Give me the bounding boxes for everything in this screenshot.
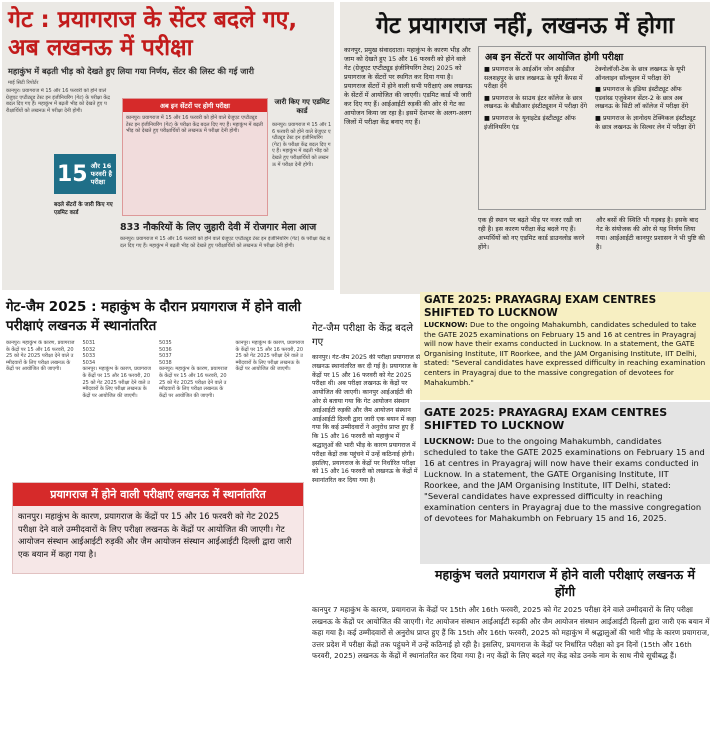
clip5-body-text: Due to the ongoing Mahakumbh, candidates scheduled to take the GATE 2025 examinations on February 15 and 16 at centres in Prayagraj will now have their exams conducted in Lucknow. In a statement, the GATE Organising Institute, IIT Roorkee, and the JAM Organising Institute, IIT Delhi, stated: "Several candidates have expressed difficulty in reaching examination centers in Prayagraj due to the massive congregation of devotees for Mahakumbh." <box>424 320 706 387</box>
clip1-headline: गेट : प्रयागराज के सेंटर बदले गए, अब लखनऊ में परीक्षा <box>8 7 298 61</box>
clip3-col-text: कानपुर। महाकुंभ के कारण, प्रयागराज के केंद्रों पर 15 और 16 फरवरी, 2025 को गेट 2025 परीक्षा देने वाले उम्मीदवारों के लिए परीक्षा लखनऊ के केंद्रों पर आयोजित की जाएगी। <box>159 366 228 399</box>
clip1-body-text: कानपुर। प्रयागराज में 15 और 16 फरवरी को होने वाले ग्रेजुएट एप्टीट्यूड टेस्ट इन इंजीनियरिंग (गेट) के परीक्षा केंद्र बदल दिए गए हैं। महाकुंभ में बढ़ती भीड़ को देखते हुए परीक्षार्थियों को लखनऊ में परीक्षा देनी होगी। <box>6 88 110 114</box>
clip3-code: 5037 <box>159 353 172 360</box>
clip3-code: 5035 <box>159 340 172 346</box>
clip-english-grey <box>420 402 710 564</box>
clip1-bottom-text: कानपुर। प्रयागराज में 15 और 16 फरवरी को होने वाले ग्रेजुएट एप्टीट्यूड टेस्ट इन इंजीनियरिंग (गेट) के परीक्षा केंद्र बदल दिए गए हैं। महाकुंभ में बढ़ती भीड़ को देखते हुए परीक्षार्थियों को लखनऊ में परीक्षा देनी होगी। <box>120 236 331 249</box>
clip5-lead: LUCKNOW: <box>424 320 468 329</box>
clip1-date-badge <box>54 154 116 194</box>
clip2-lower-right <box>596 216 706 290</box>
clip-english-yellow <box>420 292 710 400</box>
clip3-code: 5031 <box>82 340 96 346</box>
clip2-centres-box <box>478 46 706 210</box>
clip7-body: कानपुर 7 महाकुंभ के कारण, प्रयागराज के केंद्रों पर 15th और 16th फरवरी, 2025 को गेट 2025 परीक्षा देने वाले उम्मीदवारों के लिए परीक्षा लखनऊ के केंद्रों पर आयोजित की जाएगी। गेट आयोजन संस्थान आईआईटी रुड़की और जैम आयोजन संस्थान आईआईटी दिल्ली द्वारा जारी एक बयान में कहा गया है। कई उम्मीदवारों से अनुरोध प्राप्त हुए हैं कि 15th और 16th फरवरी, 2025 को महाकुंभ में श्रद्धालुओं की भारी भीड़ के कारण प्रयागराज, उत्तर प्रदेश में परीक्षा केंद्रों तक पहुंचने में उन्हें कठिनाई हो रही है। इसलिए, प्रयागराज के केंद्रों पर निर्धारित परीक्षा को इन दिनों (15th और 16th फरवरी, 2025) लखनऊ के केंद्रों में स्थानांतरित कर दिया गया है। नए केंद्रों के लिए बदले गए केंद्र कोड उनके नाम के साथ नीचे सूचीबद्ध हैं। <box>312 605 710 661</box>
clip2-lower-mid-text: एक ही स्थान पर बढ़ते भीड़ पर नजर रखी जा रही है। इस कारण परीक्षा केंद्र बदले गए हैं। अभ्यर्थियों को नए एडमिट कार्ड डाउनलोड करने होंगे। <box>478 216 585 251</box>
clip3-code: 5038 <box>159 359 172 366</box>
clip3-col-text: कानपुर। महाकुंभ के कारण, प्रयागराज के केंद्रों पर 15 और 16 फरवरी, 2025 को गेट 2025 परीक्षा देने वाले उम्मीदवारों के लिए परीक्षा लखनऊ के केंद्रों पर आयोजित की जाएगी। <box>82 366 151 399</box>
clip6-lead: LUCKNOW: <box>424 436 475 446</box>
clip2-box-item-text: प्रयागराज के आईऑन जोन आईडीज सलशहपुर के छात्र लखनऊ के यूपी कैंपस में परीक्षा देंगे <box>484 66 583 91</box>
clip1-badge-text: और 16 फरवरी है परीक्षा <box>90 162 112 186</box>
clip-hindustan <box>340 2 710 294</box>
clip1-badge-number: 15 <box>57 161 88 187</box>
clip3-col-2 <box>83 340 154 470</box>
clip3-callout-body: कानपुर। महाकुंभ के कारण, प्रयागराज के केंद्रों पर 15 और 16 फरवरी को गेट 2025 परीक्षा देने वाले उम्मीदवारों के लिए परीक्षा लखनऊ के केंद्रों पर आयोजित की जाएगी। गेट आयोजन संस्थान आईआईटी रुड़की और जैम आयोजन संस्थान आईआईटी दिल्ली द्वारा जारी एक बयान में कहा गया है। <box>18 511 292 559</box>
clip3-col-text: कानपुर। महाकुंभ के कारण, प्रयागराज के केंद्रों पर 15 और 16 फरवरी, 2025 को गेट 2025 परीक्षा देने वाले उम्मीदवारों के लिए परीक्षा लखनऊ के केंद्रों पर आयोजित की जाएगी। <box>6 340 75 373</box>
clip3-col-3 <box>159 340 230 470</box>
clip-gate-jam-left <box>2 296 308 580</box>
clip2-box-item-text: प्रयागराज के यूनाइटेड इंस्टीट्यूट ऑफ इंजीनियरिंग एंड <box>484 114 576 131</box>
clip-gate-jam-centres <box>310 322 422 570</box>
clip2-box-item-text: प्रयागराज के इंडिया इंस्टीट्यूट ऑफ एडवांस्ड एजुकेशन सेंटर-2 के छात्र अब लखनऊ के सिटी लॉ कॉलेज में परीक्षा देंगे <box>595 86 689 111</box>
clip2-box-list-left <box>484 66 589 132</box>
clip1-bottom-body <box>120 236 332 288</box>
clip2-lower-right-text: और बसों की स्थिति भी गड़बड़ है। इसके बाद गेट के संयोजक की ओर से यह निर्णय लिया गया। आईआईटी कानपुर प्रशासन ने भी पुष्टि की है। <box>596 216 705 251</box>
clip2-box-item: ■ प्रयागराज के आईऑन जोन आईडीज सलशहपुर के छात्र लखनऊ के यूपी कैंपस में परीक्षा देंगे <box>484 66 583 91</box>
clip2-box-item: ■ प्रयागराज के साउथ इंटर कॉलेज के छात्र लखनऊ के बीडीआर इंस्टीट्यूशन में परीक्षा देंगे <box>484 94 588 111</box>
clip2-headline: गेट प्रयागराज नहीं, लखनऊ में होगा <box>375 13 675 39</box>
clip6-body-text: Due to the ongoing Mahakumbh, candidates scheduled to take the GATE 2025 examinations on February 15 and 16 at centres in Prayagraj will now have their exams conducted in Lucknow. In a statement, the GATE Organising Institute, IIT Roorkee, and the JAM Organising Institute, IIT Delhi, stated: "Several candidates have expressed difficulty in reaching examination centers in Prayagraj due to the massive congregation of devotees for Mahakumbh on February 15 and 16, 2025. <box>424 436 705 523</box>
clip6-body <box>424 436 706 524</box>
clip1-centres-box <box>122 98 268 216</box>
clip2-body-left <box>344 46 474 216</box>
clip2-box-item-text: प्रयागराज के ज्ञानोदय टेक्निकल इंस्टीट्यूट के छात्र लखनऊ के सिल्वर लेन में परीक्षा देंगे <box>595 114 696 131</box>
clip2-box-item-text: प्रयागराज के साउथ इंटर कॉलेज के छात्र लखनऊ के बीडीआर इंस्टीट्यूशन में परीक्षा देंगे <box>484 94 588 111</box>
clip1-side-title: जारी किए गए एडमिट कार्ड <box>274 98 330 115</box>
clip2-box-title: अब इन सेंटरों पर आयोजित होगी परीक्षा <box>485 52 624 63</box>
clip2-box-item: ■ प्रयागराज के ज्ञानोदय टेक्निकल इंस्टीट्यूट के छात्र लखनऊ के सिल्वर लेन में परीक्षा देंगे <box>595 114 696 131</box>
clip3-columns <box>6 340 306 470</box>
clip3-col-text: कानपुर। महाकुंभ के कारण, प्रयागराज के केंद्रों पर 15 और 16 फरवरी, 2025 को गेट 2025 परीक्षा देने वाले उम्मीदवारों के लिए परीक्षा लखनऊ के केंद्रों पर आयोजित की जाएगी। <box>235 340 304 373</box>
clip3-headline: गेट-जैम 2025 : महाकुंभ के दौरान प्रयागराज में होने वाली परीक्षाएं लखनऊ में स्थानांतरित <box>6 299 302 334</box>
clip1-byline: माई सिटी रिपोर्टर <box>8 80 39 86</box>
clip1-box-title: अब इन सेंटरों पर होगी परीक्षा <box>123 99 267 112</box>
clip4-body: कानपुर। गेट-जैम 2025 की परीक्षा प्रयागराज से लखनऊ स्थानांतरित कर दी गई है। प्रयागराज के केंद्रों पर 15 और 16 फरवरी को गेट 2025 परीक्षा थी। अब परीक्षा लखनऊ के केंद्रों पर आयोजित की जाएगी। कानपुर आईआईटी की ओर से बताया गया कि गेट आयोजन संस्थान आईआईटी रुड़की और जैम आयोजन संस्थान आईआईटी दिल्ली द्वारा जारी एक बयान में कहा गया कि कई उम्मीदवारों ने अनुरोध प्राप्त हुए हैं कि 15 और 16 फरवरी को महाकुंभ में श्रद्धालुओं की भारी भीड़ के कारण प्रयागराज में परीक्षा केंद्रों तक पहुंचने में उन्हें कठिनाई होगी। इसलिए, प्रयागराज के केंद्रों पर निर्धारित परीक्षा को 15 और 16 फरवरी को लखनऊ के केंद्रों में स्थानांतरित कर दिया गया है। <box>312 354 420 485</box>
clip3-col-4 <box>236 340 307 470</box>
clip7-body-wrap <box>308 600 712 730</box>
clip6-headline: GATE 2025: PRAYAGRAJ EXAM CENTRES SHIFTED TO LUCKNOW <box>424 406 668 432</box>
clip-amar-ujala <box>2 2 334 290</box>
clip3-col-1 <box>6 340 77 470</box>
clip3-code: 5033 <box>82 353 96 360</box>
clip2-box-item: ■ प्रयागराज के यूनाइटेड इंस्टीट्यूट ऑफ इंजीनियरिंग एंड <box>484 114 576 131</box>
clip1-box-body <box>123 112 267 212</box>
clip1-subhead: महाकुंभ में बढ़ती भीड़ को देखते हुए लिया गया निर्णय, सेंटर की लिस्ट की गई जारी <box>8 66 254 76</box>
clip2-lower-mid <box>478 216 590 290</box>
clip1-side-body <box>272 122 332 212</box>
clip7-headline: महाकुंभ चलते प्रयागराज में होने वाली परीक्षाएं लखनऊ में होंगी <box>434 567 696 599</box>
clip2-body-mid-text: आईआईटी रुड़की की ओर से गेट का आयोजन किया जा रहा है। इसमें देशभर के अलग-अलग जिलों में परीक्षा केंद्र बनाए गए हैं। <box>344 100 472 126</box>
clip2-box-item <box>595 66 700 83</box>
clip2-box-item-text: टेक्नोलॉजी-टेक के छात्र लखनऊ के यूपी ऑनलाइन सॉल्यूशन में परीक्षा देंगे <box>595 66 686 82</box>
clip1-bottom-headline: 833 नौकरियों के लिए जुहारी देवी में रोजगार मेला आज <box>120 222 317 233</box>
clip3-callout-title: प्रयागराज में होने वाली परीक्षाएं लखनऊ में स्थानांतरित <box>13 483 303 506</box>
clip2-box-list-right <box>595 66 700 132</box>
clip1-side-text: कानपुर। प्रयागराज में 15 और 16 फरवरी को होने वाले ग्रेजुएट एप्टीट्यूड टेस्ट इन इंजीनियरिंग (गेट) के परीक्षा केंद्र बदल दिए गए हैं। महाकुंभ में बढ़ती भीड़ को देखते हुए परीक्षार्थियों को लखनऊ में परीक्षा देनी होगी। <box>272 122 332 168</box>
clip1-caption: बदले सेंटरों के जारी किए गए एडमिट कार्ड <box>54 202 113 216</box>
clip3-code: 5036 <box>159 346 172 353</box>
clip4-headline: गेट-जैम परीक्षा के केंद्र बदले गए <box>312 323 413 348</box>
clip2-box-item: ■ प्रयागराज के इंडिया इंस्टीट्यूट ऑफ एडवांस्ड एजुकेशन सेंटर-2 के छात्र अब लखनऊ के सिटी लॉ कॉलेज में परीक्षा देंगे <box>595 86 689 111</box>
clip5-body <box>424 320 706 387</box>
clip1-box-text: कानपुर। प्रयागराज में 15 और 16 फरवरी को होने वाले ग्रेजुएट एप्टीट्यूड टेस्ट इन इंजीनियरिंग (गेट) के परीक्षा केंद्र बदल दिए गए हैं। महाकुंभ में बढ़ती भीड़ को देखते हुए परीक्षार्थियों को लखनऊ में परीक्षा देनी होगी। <box>126 115 263 135</box>
clip5-headline: GATE 2025: PRAYAGRAJ EXAM CENTRES SHIFTED TO LUCKNOW <box>424 294 657 319</box>
clip2-body-left-text: कानपुर, प्रमुख संवाददाता। महाकुंभ के कारण भीड़ और जाम को देखते हुए 15 और 16 फरवरी को होने वाले गेट (ग्रेजुएट एप्टीट्यूड इंजीनियरिंग टेस्ट) 2025 को प्रयागराज के सेंटरों पर स्थगित कर दिया गया है। प्रयागराज सेंटरों में होने वाली सभी परीक्षाएं अब लखनऊ के सेंटरों में आयोजित की जाएगी। एडमिट कार्ड भी जारी कर दिए गए हैं। <box>344 46 473 108</box>
clip3-code: 5032 <box>82 346 96 353</box>
clip3-callout <box>12 482 304 574</box>
clip3-code: 5034 <box>82 359 96 366</box>
